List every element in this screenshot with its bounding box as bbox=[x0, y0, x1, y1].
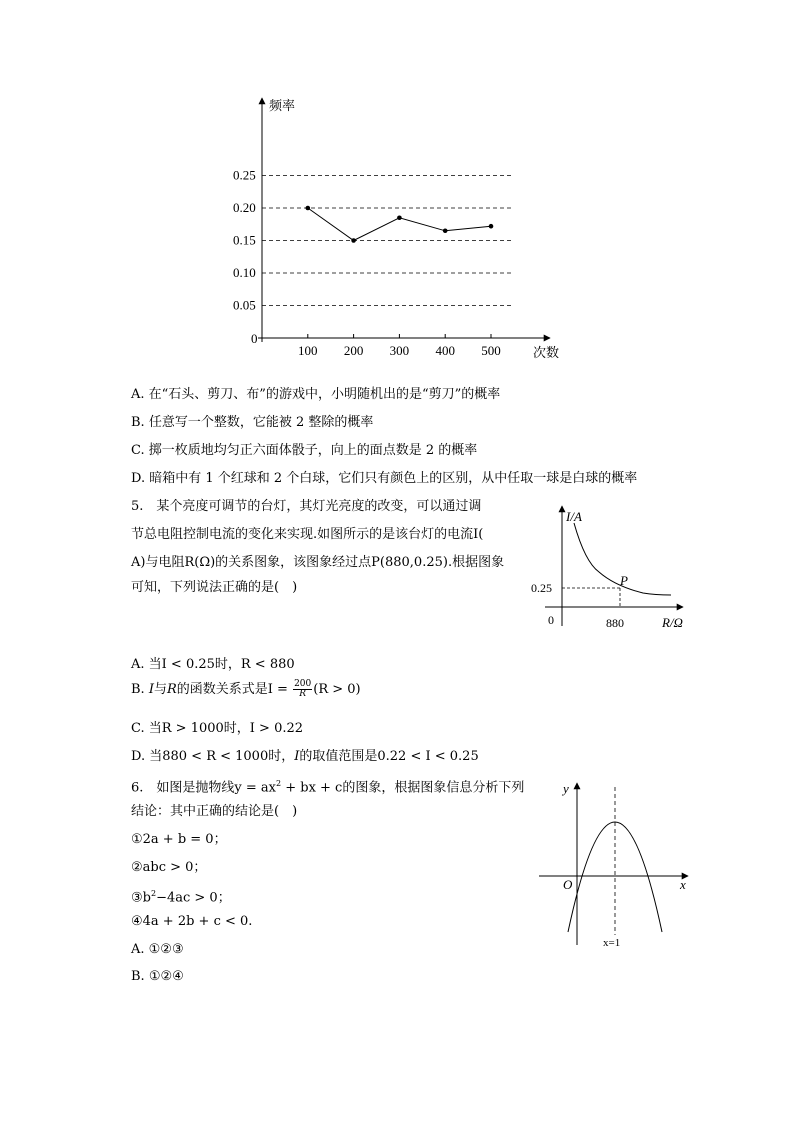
x-tick-label: 200 bbox=[343, 343, 364, 358]
q5-current-resistance-graph bbox=[525, 500, 700, 635]
q5-stem-line1: 5. 某个亮度可调节的台灯，其灯光亮度的改变，可以通过调 bbox=[131, 499, 482, 514]
origin-label: 0 bbox=[251, 331, 258, 346]
q5-option-b-mid1: 与 bbox=[153, 682, 167, 697]
q4-option-c: C. 掷一枚质地均匀正六面体骰子，向上的面点数是 2 的概率 bbox=[131, 443, 478, 458]
q5-point-label: P bbox=[620, 573, 628, 588]
q6-stem-pre: 6. 如图是抛物线y = ax bbox=[131, 780, 276, 796]
data-point-500 bbox=[489, 224, 494, 229]
fraction-denominator: R bbox=[299, 689, 307, 699]
q5-option-b-i: I bbox=[148, 682, 154, 697]
q5-stem-line4: 可知，下列说法正确的是( ) bbox=[131, 580, 298, 595]
q6-s3-pre: ③b bbox=[131, 890, 151, 906]
q5-option-b-suffix: (R > 0) bbox=[313, 682, 361, 697]
q6-statement-4: ④4a + 2b + c < 0. bbox=[131, 914, 253, 929]
chart-series-line bbox=[308, 208, 491, 241]
q6-stem-post: + bx + c的图象，根据图象信息分析下列 bbox=[281, 780, 525, 796]
q4-option-b: B. 任意写一个整数，它能被 2 整除的概率 bbox=[131, 415, 374, 430]
x-tick-label: 500 bbox=[481, 343, 501, 358]
q6-origin-label: O bbox=[563, 877, 573, 892]
y-tick-label: 0.20 bbox=[233, 200, 256, 215]
q5-option-b-r: R bbox=[166, 682, 177, 697]
x-tick-label: 300 bbox=[389, 343, 410, 358]
q5-option-c: C. 当R > 1000时，I > 0.22 bbox=[131, 721, 304, 736]
y-tick-label: 0.15 bbox=[233, 232, 256, 248]
x-tick-label: 400 bbox=[435, 343, 455, 358]
data-point-100 bbox=[306, 206, 311, 211]
q6-s3-post: −4ac > 0； bbox=[156, 890, 231, 906]
data-point-400 bbox=[443, 228, 448, 233]
q6-stem-line2: 结论：其中正确的结论是( ) bbox=[131, 804, 298, 819]
q6-option-b: B. ①②④ bbox=[131, 969, 184, 984]
q5-stem-line2: 节总电阻控制电流的变化来实现.如图所示的是该台灯的电流I( bbox=[131, 527, 484, 542]
q6-statement-3 bbox=[131, 886, 231, 906]
fraction-numerator: 200 bbox=[294, 679, 312, 689]
q5-option-d bbox=[131, 749, 479, 765]
chart-data-points bbox=[306, 206, 494, 243]
x-axis-label: 次数 bbox=[533, 345, 560, 360]
q4-option-d: D. 暗箱中有 1 个红球和 2 个白球，它们只有颜色上的区别，从中任取一球是白球的概率 bbox=[131, 471, 638, 486]
q5-option-d-i: I bbox=[294, 749, 300, 764]
q6-parabola-graph bbox=[533, 777, 698, 952]
data-point-200 bbox=[351, 238, 356, 243]
data-point-300 bbox=[397, 215, 402, 220]
q6-stem-sup: 2 bbox=[276, 779, 282, 788]
y-tick-label: 0.25 bbox=[233, 167, 256, 183]
q6-axis-label: x=1 bbox=[603, 937, 621, 949]
q6-statement-2: ②abc > 0； bbox=[131, 860, 207, 875]
chart-labels bbox=[233, 98, 559, 360]
y-tick-label: 0.05 bbox=[233, 297, 256, 313]
q5-origin: 0 bbox=[548, 613, 554, 627]
series-polyline bbox=[308, 208, 491, 241]
q5-option-b-fraction bbox=[293, 680, 312, 699]
q6-x-label: x bbox=[680, 877, 686, 892]
q6-stem-line1 bbox=[131, 776, 524, 796]
q5-stem-line3: A)与电阻R(Ω)的关系图象，该图象经过点P(880,0.25).根据图象 bbox=[131, 555, 505, 570]
q5-y-label: I/A bbox=[566, 509, 582, 524]
q6-option-a: A. ①②③ bbox=[131, 942, 184, 957]
y-tick-label: 0.10 bbox=[233, 265, 256, 280]
q6-s3-sup: 2 bbox=[150, 889, 157, 898]
q4-option-a: A. 在“石头、剪刀、布”的游戏中，小明随机出的是“剪刀”的概率 bbox=[131, 387, 501, 402]
q5-x-mark: 880 bbox=[606, 616, 624, 630]
q5-option-b-prefix: B. bbox=[131, 682, 149, 697]
q5-y-mark: 0.25 bbox=[531, 581, 552, 595]
frequency-line-chart bbox=[225, 90, 565, 365]
q5-x-label: R/Ω bbox=[662, 615, 683, 630]
x-tick-label: 100 bbox=[298, 343, 318, 358]
chart-gridlines bbox=[262, 176, 512, 306]
q5-option-d-prefix: D. 当880 < R < 1000时， bbox=[131, 749, 295, 764]
q5-option-b bbox=[131, 679, 361, 701]
q5-option-a: A. 当I < 0.25时，R < 880 bbox=[131, 657, 295, 672]
q5-option-d-suffix: 的取值范围是0.22 < I < 0.25 bbox=[299, 749, 479, 764]
q6-statement-1: ①2a + b = 0； bbox=[131, 832, 227, 847]
q5-option-b-mid2: 的函数关系式是I = bbox=[176, 682, 293, 697]
y-axis-label: 频率 bbox=[269, 98, 296, 113]
q6-y-label: y bbox=[563, 781, 569, 796]
